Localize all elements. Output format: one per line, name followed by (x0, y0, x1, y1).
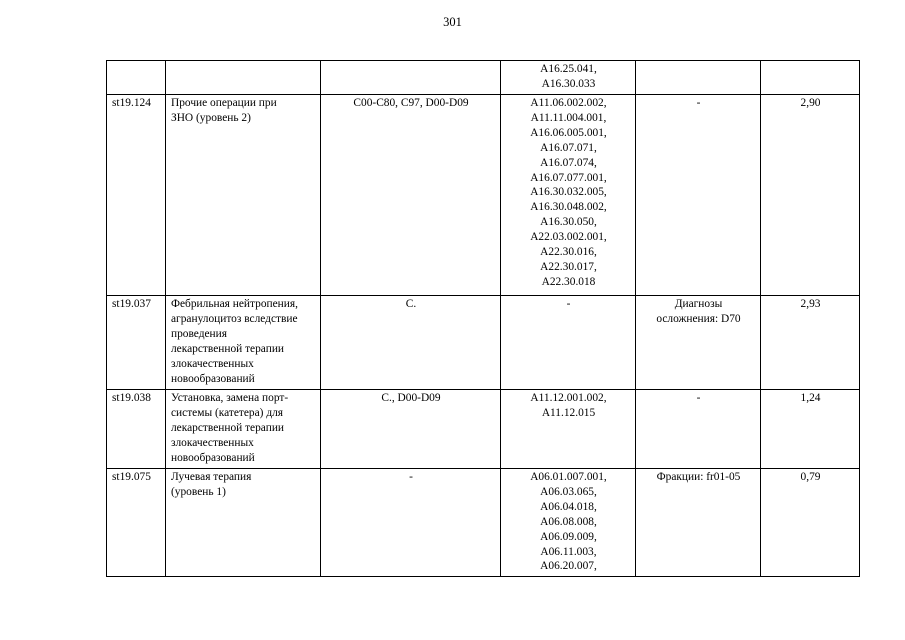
service-code: A16.30.032.005, (530, 186, 607, 199)
name-line: проведения (171, 327, 227, 340)
cell-criteria (636, 61, 761, 95)
criteria-line: - (696, 392, 701, 404)
service-code: A16.30.050, (540, 216, 597, 229)
cell-coefficient: 1,24 (761, 390, 860, 469)
name-line: лекарственной терапии (171, 421, 285, 434)
service-code: A16.07.074, (540, 156, 597, 169)
cell-code: st19.075 (107, 469, 166, 577)
cell-services (501, 61, 636, 95)
table-row (107, 469, 860, 577)
cell-name (166, 95, 321, 296)
cell-criteria (636, 390, 761, 469)
service-code: A16.07.077.001, (530, 171, 607, 184)
service-code: A11.11.004.001, (530, 111, 607, 124)
cell-name (166, 469, 321, 577)
service-code: A06.01.007.001, (530, 471, 607, 483)
cell-name (166, 296, 321, 390)
cell-icd (321, 61, 501, 95)
service-code: A16.25.041, (540, 63, 597, 75)
service-code: A06.08.008, (540, 515, 597, 528)
name-line: злокачественных (171, 357, 254, 370)
cell-services (501, 469, 636, 577)
cell-icd: - (321, 469, 501, 577)
name-line: (уровень 1) (171, 485, 226, 498)
name-line: Фебрильная нейтропения, (171, 298, 298, 310)
criteria-line: - (696, 97, 701, 109)
service-code: A06.20.007, (540, 560, 597, 573)
cell-services (501, 95, 636, 296)
table-row (107, 390, 860, 469)
table-row (107, 296, 860, 390)
name-line: агранулоцитоз вследствие (171, 312, 298, 325)
name-line: ЗНО (уровень 2) (171, 111, 251, 124)
cell-code: st19.124 (107, 95, 166, 296)
cell-icd: C., D00-D09 (321, 390, 501, 469)
cell-criteria (636, 95, 761, 296)
criteria-line: осложнения: D70 (656, 312, 741, 325)
cell-services (501, 296, 636, 390)
service-code: A16.06.005.001, (530, 126, 607, 139)
criteria-line: Диагнозы (674, 298, 723, 310)
page-number: 301 (443, 15, 462, 29)
service-code: A22.30.016, (540, 246, 597, 259)
cell-code (107, 61, 166, 95)
cell-criteria (636, 296, 761, 390)
cell-code: st19.038 (107, 390, 166, 469)
cell-services (501, 390, 636, 469)
service-code: A16.07.071, (540, 141, 597, 154)
service-code: A22.30.017, (540, 260, 597, 273)
criteria-line: Фракции: fr01-05 (656, 471, 741, 483)
cell-icd: C. (321, 296, 501, 390)
cell-name (166, 61, 321, 95)
service-code: - (566, 298, 571, 310)
name-line: новообразований (171, 372, 255, 385)
cell-coefficient (761, 61, 860, 95)
service-code: A22.03.002.001, (530, 231, 607, 244)
name-line: новообразований (171, 451, 255, 464)
table-body (107, 61, 860, 577)
cell-criteria (636, 469, 761, 577)
service-code: A22.30.018 (541, 275, 596, 288)
table-row (107, 61, 860, 95)
service-code: A11.06.002.002, (530, 97, 607, 109)
service-code: A11.12.001.002, (530, 392, 607, 404)
tariff-table (106, 60, 860, 577)
cell-coefficient: 2,90 (761, 95, 860, 296)
cell-code: st19.037 (107, 296, 166, 390)
service-code: A06.09.009, (540, 530, 597, 543)
cell-icd: C00-C80, C97, D00-D09 (321, 95, 501, 296)
name-line: лекарственной терапии (171, 342, 285, 355)
service-code: A06.03.065, (540, 485, 597, 498)
table-row (107, 95, 860, 296)
service-code: A16.30.033 (541, 77, 596, 90)
service-code: A16.30.048.002, (530, 201, 607, 214)
name-line: Лучевая терапия (171, 471, 252, 483)
name-line: системы (катетера) для (171, 406, 284, 419)
service-code: A11.12.015 (541, 406, 596, 419)
name-line: Прочие операции при (171, 97, 277, 109)
service-code: A06.04.018, (540, 500, 597, 513)
cell-coefficient: 2,93 (761, 296, 860, 390)
cell-name (166, 390, 321, 469)
service-code: A06.11.003, (540, 545, 597, 558)
cell-coefficient: 0,79 (761, 469, 860, 577)
name-line: Установка, замена порт- (171, 392, 289, 404)
name-line: злокачественных (171, 436, 254, 449)
